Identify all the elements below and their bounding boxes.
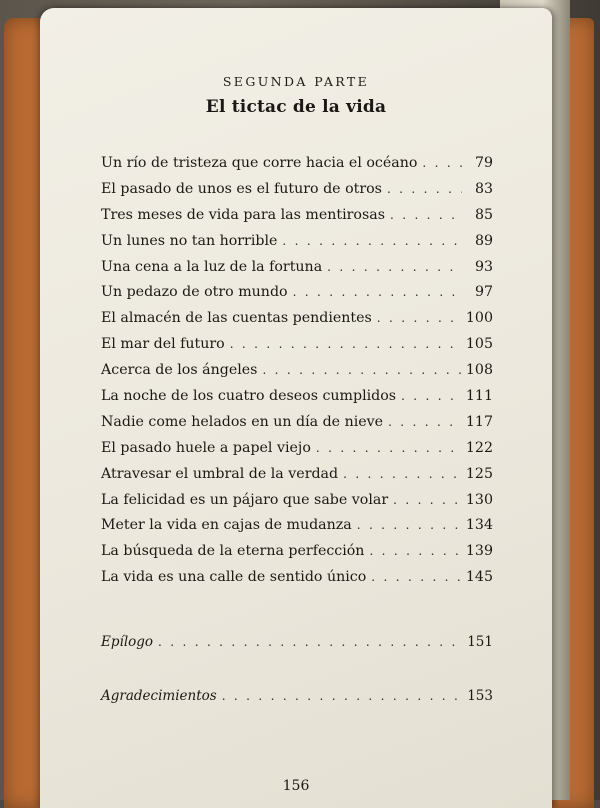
toc-entry-page: 89 (474, 232, 493, 249)
toc-entry-page: 145 (465, 569, 493, 586)
toc-entry-page: 93 (474, 258, 493, 275)
dot-leader (343, 467, 461, 481)
dot-leader (230, 337, 461, 351)
toc-entry-title: La búsqueda de la eterna perfección (101, 543, 365, 560)
dot-leader (158, 635, 462, 649)
toc-entry (101, 492, 493, 518)
toc-entry-title: Acerca de los ángeles (101, 362, 258, 379)
toc-entry-title: La noche de los cuatro deseos cumplidos (101, 388, 397, 405)
toc-entry-title: La felicidad es un pájaro que sabe volar (101, 491, 389, 508)
dot-leader (262, 363, 460, 377)
toc-entry (101, 543, 493, 569)
toc-entry (101, 414, 493, 440)
toc-entry-title: La vida es una calle de sentido único (101, 569, 367, 586)
dot-leader (390, 208, 462, 222)
toc-entry (101, 362, 493, 388)
toc-entry (101, 284, 493, 310)
toc-entry (101, 336, 493, 362)
dot-leader (401, 389, 461, 403)
dot-leader (316, 441, 461, 455)
toc-entry-page: 108 (465, 362, 493, 379)
dot-leader (327, 260, 462, 274)
part-title: El tictac de la vida (205, 97, 387, 117)
toc-entry-page: 79 (474, 155, 493, 171)
toc-entry-page: 85 (474, 206, 493, 223)
toc-entry-title: Atravesar el umbral de la verdad (101, 465, 339, 482)
page-number: 156 (282, 778, 310, 794)
dot-leader (393, 493, 461, 507)
dot-leader (371, 570, 461, 584)
toc-entry-page: 97 (474, 284, 493, 301)
dot-leader (282, 234, 462, 248)
toc-entry (101, 233, 493, 259)
toc-epilogue (101, 634, 493, 650)
toc-entry-title: Nadie come helados en un día de nieve (101, 413, 384, 430)
dot-leader (293, 285, 462, 299)
toc-entry-page: 122 (465, 439, 493, 456)
toc-entry-page: 117 (465, 413, 493, 430)
toc-entry-page: 134 (465, 517, 493, 534)
dot-leader (387, 182, 462, 196)
toc-entry-title: Tres meses de vida para las mentirosas (101, 206, 385, 223)
acknowledgements-page: 153 (467, 688, 493, 704)
toc-entry-page: 83 (474, 180, 493, 197)
table-of-contents (101, 155, 493, 595)
toc-entry (101, 569, 493, 595)
toc-entry (101, 466, 493, 492)
acknowledgements-title: Agradecimientos (101, 688, 217, 704)
toc-entry-page: 105 (465, 336, 493, 353)
toc-entry-title: Un lunes no tan horrible (101, 232, 278, 249)
toc-entry-title: El pasado de unos es el futuro de otros (101, 180, 382, 197)
toc-entry (101, 388, 493, 414)
dot-leader (377, 311, 461, 325)
toc-entry-title: Meter la vida en cajas de mudanza (101, 517, 352, 534)
toc-entry-page: 130 (465, 491, 493, 508)
toc-entry-title: El pasado huele a papel viejo (101, 439, 311, 456)
dot-leader (422, 156, 462, 170)
dot-leader (222, 689, 462, 703)
toc-entry-title: Un pedazo de otro mundo (101, 284, 288, 301)
toc-acknowledgements (101, 688, 493, 704)
epilogue-title: Epílogo (101, 634, 154, 650)
toc-entry-title: El almacén de las cuentas pendientes (101, 310, 372, 327)
toc-entry (101, 310, 493, 336)
toc-entry (101, 440, 493, 466)
epilogue-page: 151 (467, 634, 493, 650)
toc-entry (101, 207, 493, 233)
toc-entry-title: Una cena a la luz de la fortuna (101, 258, 323, 275)
toc-entry-page: 100 (465, 310, 493, 327)
toc-entry-page: 139 (465, 543, 493, 560)
toc-entry-page: 111 (465, 388, 493, 405)
dot-leader (388, 415, 461, 429)
toc-entry (101, 181, 493, 207)
toc-entry (101, 259, 493, 285)
toc-entry (101, 155, 493, 181)
toc-entry-title: Un río de tristeza que corre hacia el océano (101, 155, 418, 171)
toc-entry-page: 125 (465, 465, 493, 482)
dot-leader (357, 518, 461, 532)
dot-leader (369, 544, 460, 558)
toc-entry (101, 517, 493, 543)
part-label: SEGUNDA PARTE (222, 74, 370, 89)
book-page (40, 8, 552, 808)
toc-entry-title: El mar del futuro (101, 336, 225, 353)
